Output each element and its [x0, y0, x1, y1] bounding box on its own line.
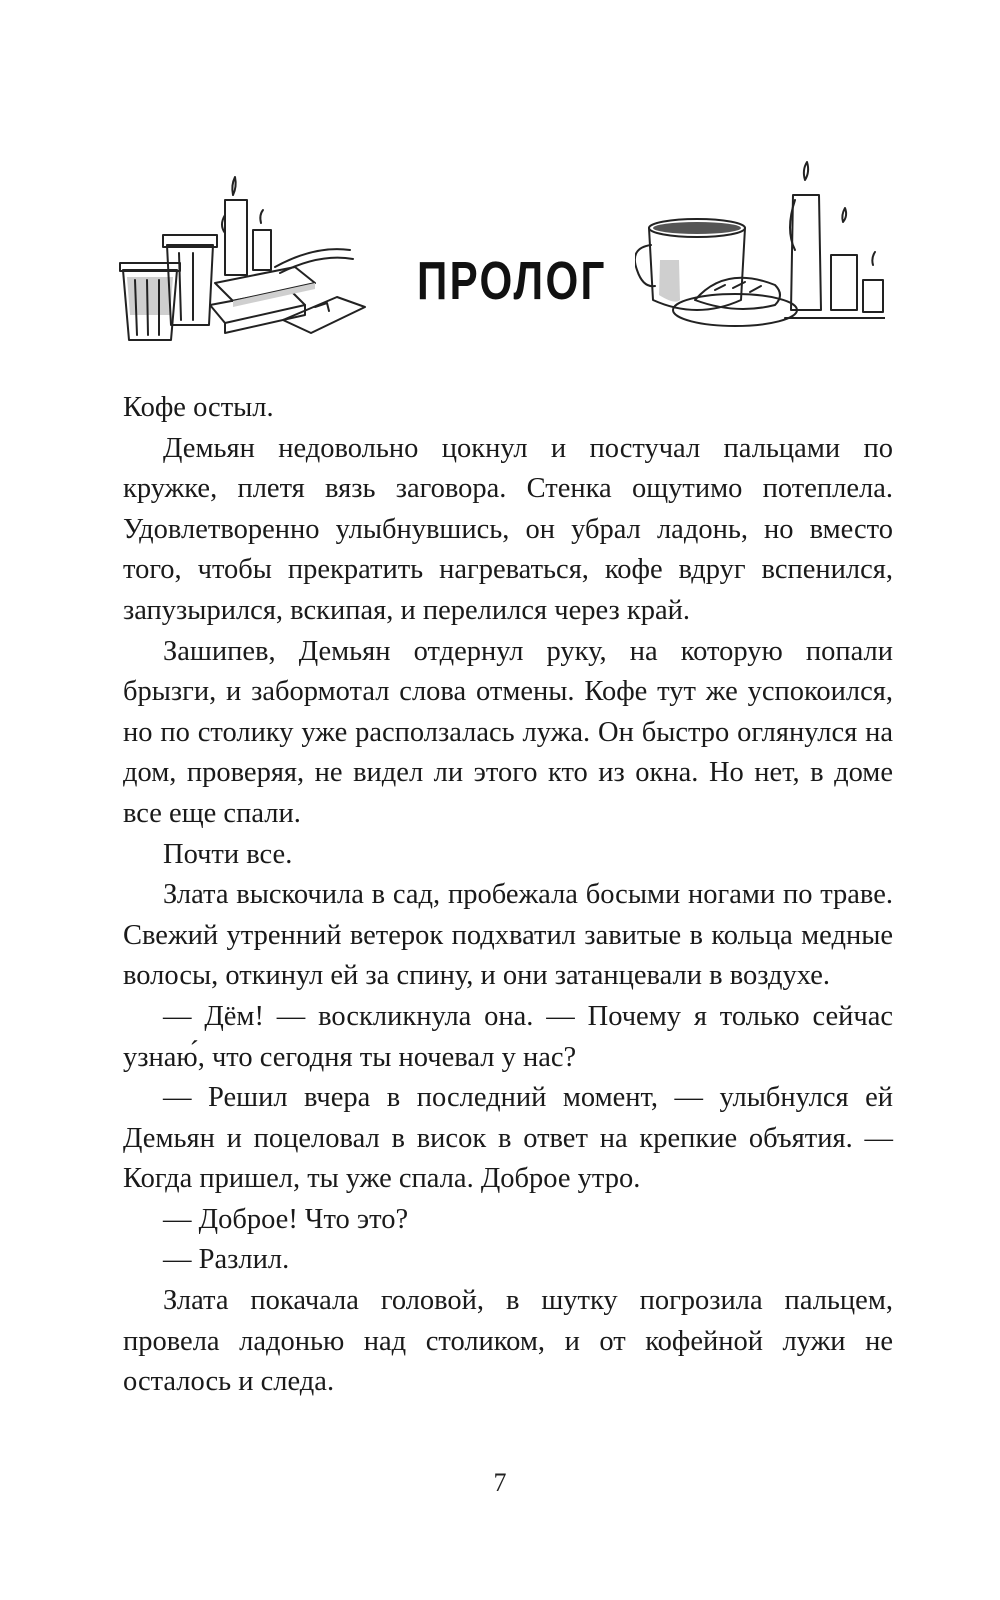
paragraph: — Доброе! Что это? [163, 1203, 409, 1235]
paragraph: Демьян недовольно цокнул и постучал пальцами по кружке, плетя вязь заговора. Стенка ощутимо потеплела. Удовлетворенно улыбнувшись, он убрал ладонь, но вместо того, чтобы прекратить нагреваться, кофе вдруг вспенился, запузырился, вскипая, и перелился через край. [123, 432, 893, 626]
page-number: 7 [493, 1468, 507, 1497]
chapter-header [115, 155, 885, 355]
paragraph: — Дём! — воскликнула она. — Почему я только сейчас узнаю́, что сегодня ты ночевал у нас? [123, 1000, 893, 1073]
paragraph: — Разлил. [163, 1244, 290, 1276]
paragraph: Злата выскочила в сад, пробежала босыми ногами по траве. Свежий утренний ветерок подхватил завитые в кольца медные волосы, откинул ей за спину, и они затанцевали в воздухе. [123, 879, 893, 992]
paragraph: Почти все. [163, 838, 293, 870]
chapter-title: ПРОЛОГ [417, 251, 607, 311]
paragraph: Зашипев, Демьян отдернул руку, на которую попали брызги, и забормотал слова отмены. Кофе тут же успокоился, но по столику уже расползалась лужа. Он быстро оглянулся на дом, проверяя, не видел ли этого кто из окна. Но нет, в доме все еще спали. [123, 635, 893, 829]
body-text [123, 388, 893, 1403]
paragraph: Злата покачала головой, в шутку погрозила пальцем, провела ладонью над столиком, и от кофейной лужи не осталось и следа. [123, 1285, 893, 1398]
paragraph: — Решил вчера в последний момент, — улыбнулся ей Демьян и поцеловал в висок в ответ на крепкие объятия. — Когда пришел, ты уже спала. Доброе утро. [123, 1082, 893, 1195]
cups-books-candle-illustration [115, 155, 375, 345]
mug-pie-candles-illustration [635, 160, 885, 345]
paragraph: Кофе остыл. [123, 392, 274, 423]
